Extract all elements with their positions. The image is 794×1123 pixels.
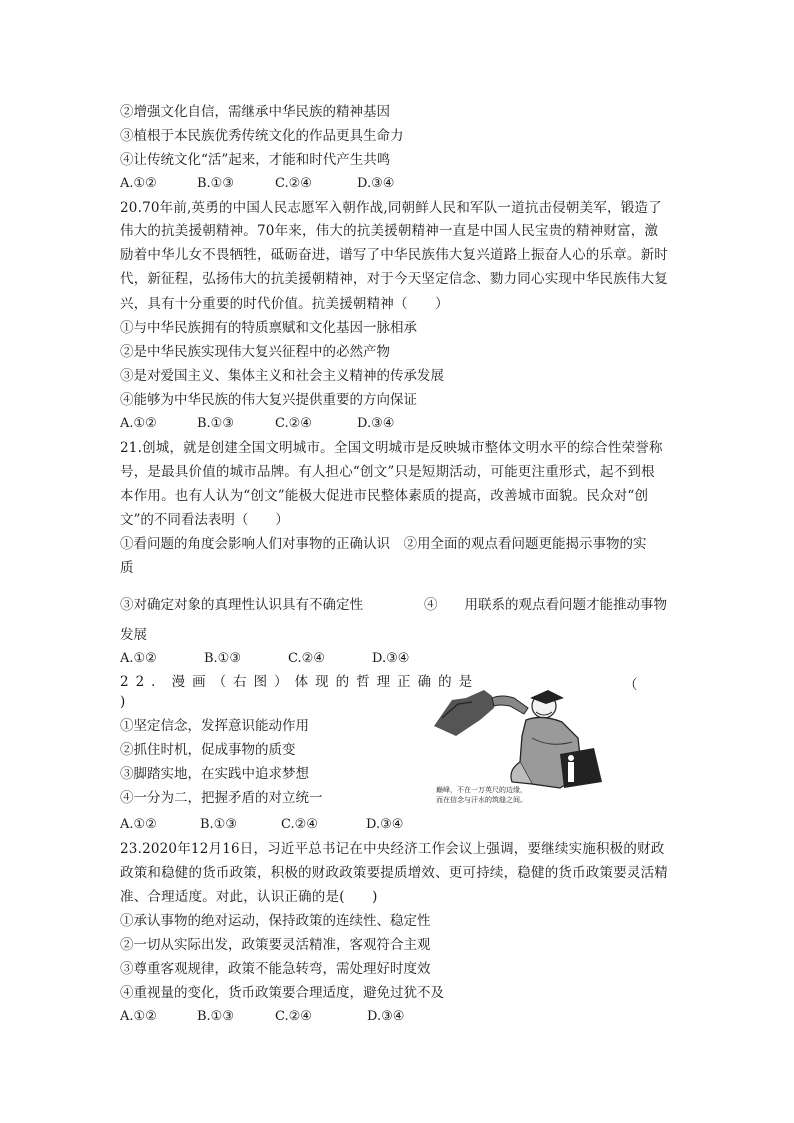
q21-stem-line-3: 本作用。也有人认为“创文”能极大促进市民整体素质的提高，改善城市面貌。民众对“创 — [120, 488, 649, 504]
q21-option-2-cont: 质 — [120, 560, 134, 576]
q23-option-4: ④重视量的变化，货币政策要合理适度，避免过犹不及 — [120, 985, 444, 1001]
q22-option-4: ④一分为二，把握矛盾的对立统一 — [120, 790, 323, 806]
q22-option-2: ②抓住时机，促成事物的质变 — [120, 742, 296, 758]
q23-stem-line-3: 准、合理适度。对此，认识正确的是( ) — [120, 889, 378, 905]
cartoon-caption-2: 而在信念与汗水的筑缝之间。 — [436, 796, 527, 804]
q19-option-2: ②增强文化自信，需继承中华民族的精神基因 — [120, 104, 390, 120]
q20-stem-line-3: 励着中华儿女不畏牺牲，砥砺奋进，谱写了中华民族伟大复兴道路上振奋人心的乐章。新时 — [120, 247, 668, 263]
q21-stem-line-2: 号，是最具价值的城市品牌。有人担心“创文”只是短期活动，可能更注重形式，起不到根 — [120, 464, 655, 480]
q20-stem-line-2: 伟大的抗美援朝精神。70年来，伟大的抗美援朝精神一直是中国人民宝贵的精神财富，激 — [120, 223, 659, 239]
q23-option-2: ②一切从实际出发，政策要灵活精准，客观符合主观 — [120, 937, 431, 953]
choice-d: D.③④ — [367, 1009, 405, 1024]
choice-b: B.①③ — [197, 416, 234, 431]
choice-c: C.②④ — [275, 176, 312, 191]
choice-b: B.①③ — [197, 1009, 234, 1024]
q21-option-4-cont: 发展 — [120, 627, 147, 643]
q20-stem-line-5: 兴，具有十分重要的时代价值。抗美援朝精神（ ） — [120, 296, 449, 312]
q20-stem-line-1: 20.70年前,英勇的中国人民志愿军入朝作战,同朝鲜人民和军队一道抗击侵朝美军，锻造了 — [120, 200, 662, 216]
choice-d: D.③④ — [372, 651, 410, 666]
q21-choices — [120, 650, 409, 668]
q23-stem-line-2: 政策和稳健的货币政策，积极的财政政策要提质增效、更可持续，稳健的货币政策要灵活精 — [120, 865, 668, 881]
cartoon-rock — [560, 748, 602, 788]
choice-b: B.①③ — [197, 176, 234, 191]
choice-b: B.①③ — [200, 817, 237, 832]
q22-answer-paren-open: （ — [624, 677, 638, 693]
q20-option-1: ①与中华民族拥有的特质禀赋和文化基因一脉相承 — [120, 320, 417, 336]
q20-stem-line-4: 代，新征程，弘扬伟大的抗美援朝精神，对于今天坚定信念、勠力同心实现中华民族伟大复 — [120, 271, 668, 287]
q22-stem — [120, 673, 479, 691]
q22-stem-text: 22．漫画（右图）体现的哲理正确的是 — [120, 674, 480, 690]
choice-a: A.①② — [120, 416, 157, 431]
q20-choices — [120, 415, 394, 433]
q21-option-1-2: ①看问题的角度会影响人们对事物的正确认识 ②用全面的观点看问题更能揭示事物的实 — [120, 536, 647, 552]
q23-choices — [120, 1008, 404, 1026]
choice-a: A.①② — [120, 176, 157, 191]
choice-a: A.①② — [120, 1009, 157, 1024]
choice-a: A.①② — [120, 817, 157, 832]
q19-option-3: ③植根于本民族优秀传统文化的作品更具生命力 — [120, 128, 404, 144]
q22-option-1: ①坚定信念，发挥意识能动作用 — [120, 718, 309, 734]
cartoon-caption-1: 巅峰，不在一万英尺的边缘， — [436, 786, 527, 794]
choice-c: C.②④ — [281, 817, 318, 832]
q20-option-2: ②是中华民族实现伟大复兴征程中的必然产物 — [120, 344, 390, 360]
q21-option-4: ④ 用联系的观点看问题才能推动事物 — [424, 597, 667, 613]
choice-c: C.②④ — [275, 1009, 312, 1024]
choice-d: D.③④ — [357, 416, 395, 431]
cartoon-arm — [492, 696, 528, 714]
q20-option-3: ③是对爱国主义、集体主义和社会主义精神的传承发展 — [120, 368, 444, 384]
choice-c: C.②④ — [275, 416, 312, 431]
choice-a: A.①② — [120, 651, 157, 666]
q22-option-3: ③脚踏实地，在实践中追求梦想 — [120, 766, 309, 782]
q20-option-4: ④能够为中华民族的伟大复兴提供重要的方向保证 — [120, 392, 417, 408]
q22-answer-paren-close: ) — [120, 694, 126, 710]
cartoon-image — [432, 678, 612, 806]
choice-c: C.②④ — [288, 651, 325, 666]
choice-d: D.③④ — [366, 817, 404, 832]
choice-d: D.③④ — [357, 176, 395, 191]
q23-option-3: ③尊重客观规律，政策不能急转弯，需处理好时度效 — [120, 961, 431, 977]
q19-option-4: ④让传统文化“活”起来，才能和时代产生共鸣 — [120, 152, 391, 168]
q23-stem-line-1: 23.2020年12月16日，习近平总书记在中央经济工作会议上强调，要继续实施积极的财政 — [120, 841, 665, 857]
q21-option-3: ③对确定对象的真理性认识具有不确定性 — [120, 597, 363, 613]
q21-stem-line-4: 文”的不同看法表明（ ） — [120, 512, 289, 528]
choice-b: B.①③ — [204, 651, 241, 666]
cartoon-cliff — [434, 690, 494, 736]
q19-choices — [120, 175, 394, 193]
q21-stem-line-1: 21.创城，就是创建全国文明城市。全国文明城市是反映城市整体文明水平的综合性荣誉称 — [120, 440, 663, 456]
q22-choices — [120, 816, 403, 834]
q23-option-1: ①承认事物的绝对运动，保持政策的连续性、稳定性 — [120, 913, 431, 929]
